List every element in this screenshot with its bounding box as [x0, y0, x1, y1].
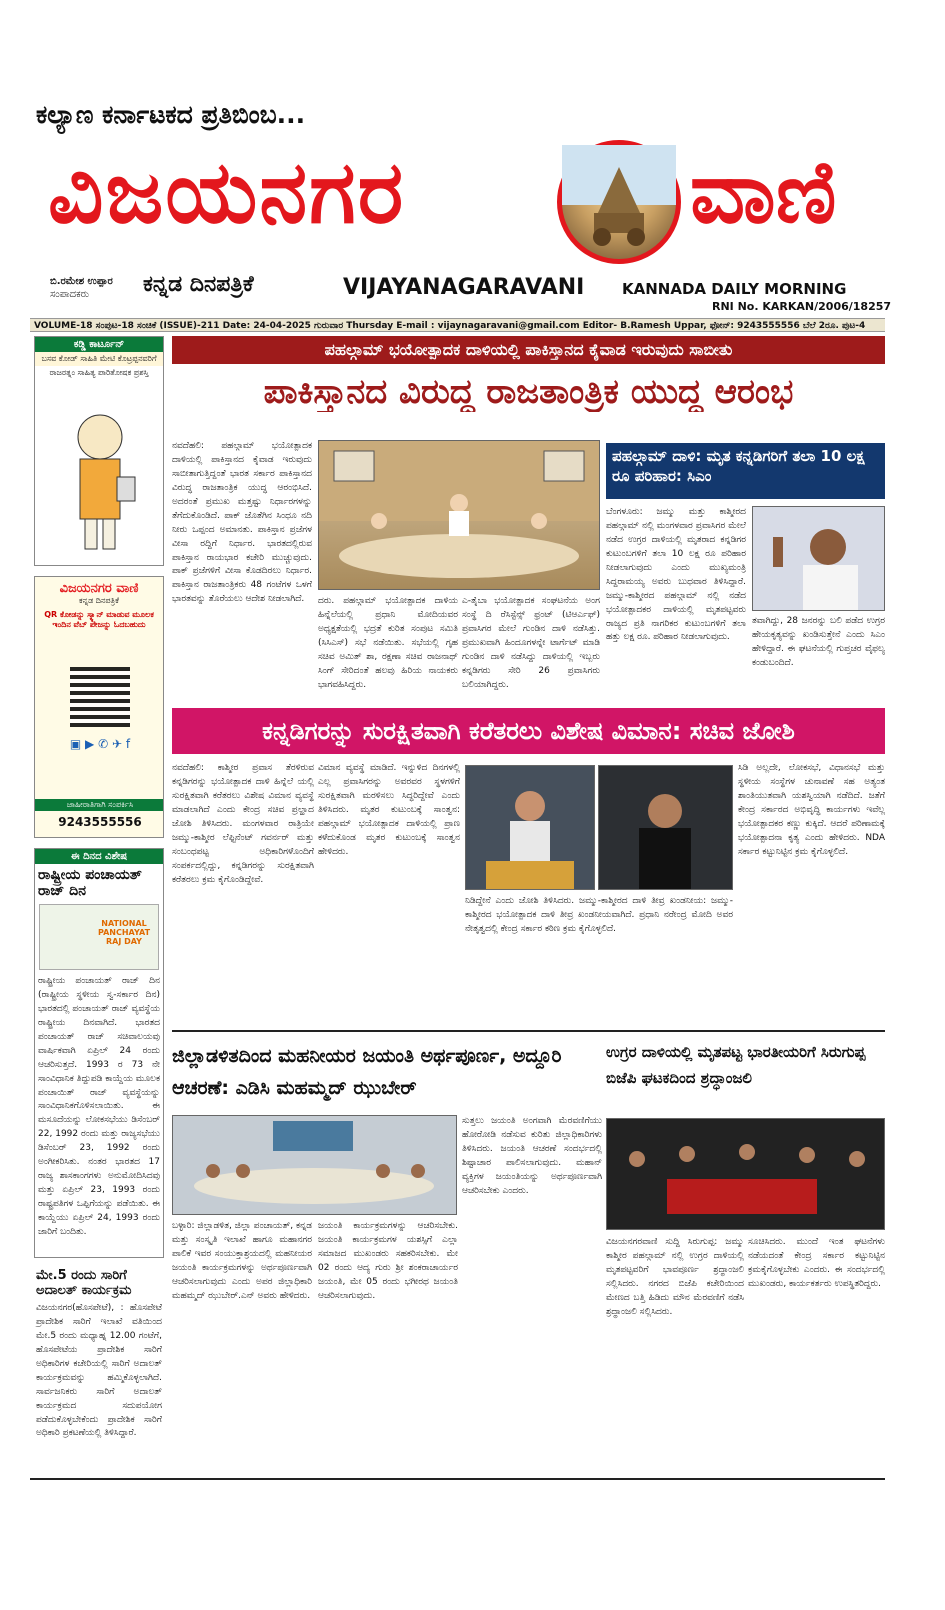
cm-compensation-headline: ಪಹಲ್ಗಾಮ್ ದಾಳಿ: ಮೃತ ಕನ್ನಡಿಗರಿಗೆ ತಲಾ 10 ಲಕ್ಷ ರೂ ಪರಿಹಾರ: ಸಿಎಂ: [606, 443, 885, 499]
day-special-title: ಈ ದಿನದ ವಿಶೇಷ: [35, 849, 163, 864]
editor-role: ಸಂಪಾದಕರು: [50, 289, 90, 300]
joshi-column-1: ನವದೆಹಲಿ: ಕಾಶ್ಮೀರ ಪ್ರವಾಸ ತೆರಳಿರುವ ಕನ್ನಡಿಗರನ್ನು ಭಯೋತ್ಪಾದಕ ದಾಳಿ ಹಿನ್ನೆಲೆ ಯಲ್ಲಿ ಸುರಕ್ಷಿತವಾಗಿ ಕರೆತರಲು ವಿಶೇಷ ವಿಮಾನ ವ್ಯವಸ್ಥೆ ಮಾಡಲಾಗಿದೆ ಎಂದು ಕೇಂದ್ರ ಸಚಿವ ಪ್ರಲ್ಹಾದ ಜೋಶಿ ತಿಳಿಸಿದರು. ಮಂಗಳವಾರ ರಾತ್ರಿಯೇ ಜಮ್ಮು-ಕಾಶ್ಮೀರ ಲೆಫ್ಟಿನೆಂಟ್ ಗವರ್ನರ್ ಮತ್ತು ಸಂಬಂಧಪಟ್ಟ ಅಧಿಕಾರಿಗಳೊಂದಿಗೆ ಸಂಪರ್ಕದಲ್ಲಿದ್ದು, ಕನ್ನಡಿಗರನ್ನು ಸುರಕ್ಷಿತವಾಗಿ ಕರೆತರಲು ಕ್ರಮ ಕೈಗೊಂಡಿದ್ದೇವೆ.: [172, 763, 314, 885]
lead-column-2: ದರು. ಪಹಲ್ಗಾಮ್ ಭಯೋತ್ಪಾದಕ ದಾಳಿಯ ಹಿನ್ನೆಲೆಯಲ್ಲಿ ಪ್ರಧಾನಿ ಮೋದಿಯವರ ಅಧ್ಯಕ್ಷತೆಯಲ್ಲಿ ಭದ್ರತೆ ಕುರಿತ ಸಂಪುಟ ಸಮಿತಿ (ಸಿಸಿಎಸ್) ಸಭೆ ನಡೆಯಿತು. ಸಭೆಯಲ್ಲಿ ಗೃಹ ಸಚಿವ ಅಮಿತ್ ಶಾ, ರಕ್ಷಣಾ ಸಚಿವ ರಾಜನಾಥ್ ಸಿಂಗ್ ಸೇರಿದಂತೆ ಹಲವು ಹಿರಿಯ ನಾಯಕರು ಭಾಗವಹಿಸಿದ್ದರು.: [318, 596, 458, 690]
rni-number: RNI No. KARKAN/2006/18257: [712, 300, 892, 313]
tagline: ಕಲ್ಯಾಣ ಕರ್ನಾಟಕದ ಪ್ರತಿಬಿಂಬ...: [36, 100, 306, 129]
joshi-column-4: ಸಿಡಿ ಅಲ್ಲದೇ, ಲೋಕಸಭೆ, ವಿಧಾನಸಭೆ ಮತ್ತು ಸ್ಥಳೀಯ ಸಂಸ್ಥೆಗಳ ಚುನಾವಣೆ ಸಹ ಅತ್ಯಂತ ಶಾಂತಿಯುತವಾಗಿ ಯಶಸ್ವಿಯಾಗಿ ನಡೆದಿದೆ. ಜತೆಗೆ ಕೇಂದ್ರ ಸರ್ಕಾರದ ಅಭಿವೃದ್ಧಿ ಕಾರ್ಯಗಳು ಇವೆಲ್ಲ ಭಯೋತ್ಪಾದಕರ ಕಣ್ಣು ಕುಕ್ಕಿದೆ. ಆದರೆ ಪರಿಣಾಮಕ್ಕೆ ಭಯೋತ್ಪಾದನಾ ಕೃತ್ಯ ಎಂದು ಹೇಳಿದರು. NDA ಸರ್ಕಾರ ಕಟ್ಟುನಿಟ್ಟಿನ ಕ್ರಮ ಕೈಗೊಳ್ಳಲಿದೆ.: [738, 763, 885, 857]
siruguppa-column-1: ವಿಜಯನಗರವಾಣಿ ಸುದ್ದಿ ಸಿರುಗುಪ್ಪ: ಜಮ್ಮು ಕಾಶ್ಮೀರ ಪಹಲ್ಗಾಮ್ ನಲ್ಲಿ ಉಗ್ರರ ದಾಳಿಯಲ್ಲಿ ಮೃತಪಟ್ಟವರಿಗೆ ಭಾವಪೂರ್ಣ ಶ್ರದ್ಧಾಂಜಲಿ ಸಲ್ಲಿಸಿದರು. ನಗರದ ಬಿಜೆಪಿ ಕಚೇರಿಯಿಂದ ಮೇಣದ ಬತ್ತಿ ಹಿಡಿದು ಮೌನ ಮೆರವಣಿಗೆ ನಡೆಸಿ ಶ್ರದ್ಧಾಂಜಲಿ ಸಲ್ಲಿಸಿದರು.: [606, 1237, 744, 1317]
social-icons: ▣ ▶ ✆ ✈ f: [69, 737, 131, 751]
transport-adalat-headline: ಮೇ.5 ರಂದು ಸಾರಿಗೆ ಅದಾಲತ್ ಕಾರ್ಯಕ್ರಮ: [36, 1268, 132, 1298]
panchayat-day-image-label: NATIONAL PANCHAYAT RAJ DAY: [97, 919, 151, 946]
cartoon-subcaption: ರಾಜರತ್ನಂ ಸಾಹಿತ್ಯ ಪಾರಿತೋಷಕ ಪ್ರಶಸ್ತಿ: [49, 368, 149, 377]
joshi-flight-headline: ಕನ್ನಡಿಗರನ್ನು ಸುರಕ್ಷಿತವಾಗಿ ಕರೆತರಲು ವಿಶೇಷ ವಿಮಾನ: ಸಚಿವ ಜೋಶಿ: [172, 708, 885, 754]
qr-code-icon[interactable]: [70, 667, 130, 727]
page-bottom-rule: [30, 1478, 885, 1480]
cartoon-caption: ಬಸವ ಕೋಡ್ ಸಾಹಿತಿ ಮೇಟಿ ಕೊಟ್ರಪ್ಪನವರಿಗೆ: [35, 352, 163, 366]
adc-meeting-photo: [172, 1115, 457, 1215]
day-special-body: ರಾಷ್ಟ್ರೀಯ ಪಂಚಾಯತ್ ರಾಜ್ ದಿನ (ರಾಷ್ಟ್ರೀಯ ಸ್ಥಳೀಯ ಸ್ವ-ಸರ್ಕಾರ ದಿನ) ಭಾರತದಲ್ಲಿ ಪಂಚಾಯತ್ ರಾಜ್ ವ್ಯವಸ್ಥೆಯ ರಾಷ್ಟ್ರೀಯ ದಿನವಾಗಿದೆ. ಭಾರತದ ಪಂಚಾಯತ್ ರಾಜ್ ಸಚಿವಾಲಯವು ವಾರ್ಷಿಕವಾಗಿ ಏಪ್ರಿಲ್ 24 ರಂದು ಆಚರಿಸುತ್ತದೆ. 1993 ರ 73 ನೇ ಸಾಂವಿಧಾನಿಕ ತಿದ್ದುಪಡಿ ಕಾಯ್ದೆಯ ಮೂಲಕ ಪಂಚಾಯಿತ್ ರಾಜ್ ವ್ಯವಸ್ಥೆಯನ್ನು ಸಾಂವಿಧಾನಿಕಗೊಳಿಸಲಾಯಿತು. ಈ ಮಸೂದೆಯನ್ನು ಲೋಕಸಭೆಯು ಡಿಸೆಂಬರ್ 22, 1992 ರಂದು ಮತ್ತು ರಾಜ್ಯಸಭೆಯು ಡಿಸೆಂಬರ್ 23, 1992 ರಂದು ಅಂಗೀಕರಿಸಿತು. ನಂತರ ಭಾರತದ 17 ರಾಜ್ಯ ಶಾಸಕಾಂಗಗಳು ಅನುಮೋದಿಸಿದವು ಮತ್ತು ಏಪ್ರಿಲ್ 23, 1993 ರಂದು ರಾಷ್ಟ್ರಪತಿಗಳ ಒಪ್ಪಿಗೆಯನ್ನು ಪಡೆಯಿತು. ಈ ಕಾಯ್ದೆಯು ಏಪ್ರಿಲ್ 24, 1993 ರಂದು ಜಾರಿಗೆ ಬಂದಿತು.: [38, 976, 160, 1237]
ad-description: QR ಕೋಡನ್ನು ಸ್ಕ್ಯಾನ್ ಮಾಡುವ ಮೂಲಕ ಇಂದಿನ ವೆಬ್ ಪೇಜನ್ನು ಓದಬಹುದು: [44, 610, 154, 629]
joshi-press-photo: [465, 765, 595, 890]
day-special-box: [34, 848, 164, 1258]
lead-column-1: ನವದೆಹಲಿ: ಪಹಲ್ಗಾಮ್ ಭಯೋತ್ಪಾದಕ ದಾಳಿಯಲ್ಲಿ ಪಾಕಿಸ್ತಾನದ ಕೈವಾಡ ಇರುವುದು ಸಾಬೀತಾಗುತ್ತಿದ್ದಂತೆ ಭಾರತ ಸರ್ಕಾರ ಪಾಕಿಸ್ತಾನದ ವಿರುದ್ಧ ರಾಜತಾಂತ್ರಿಕ ಯುದ್ಧ ಆರಂಭಿಸಿದೆ. ಅದರಂತೆ ಪ್ರಮುಖ ಮತ್ತಷ್ಟು ನಿರ್ಧಾರಗಳನ್ನು ತೆಗೆದುಕೊಂಡಿದೆ. ಪಾಕ್ ಜೊತೆಗಿನ ಸಿಂಧೂ ನದಿ ನೀರು ಒಪ್ಪಂದ ಅಮಾನತು. ಪಾಕಿಸ್ತಾನ ಪ್ರಜೆಗಳ ವೀಸಾ ರದ್ದಿಗೆ ನಿರ್ಧಾರ. ಭಾರತದಲ್ಲಿರುವ ಪಾಕಿಸ್ತಾನ ರಾಯಭಾರ ಕಚೇರಿ ಮುಚ್ಚುವುದು. ಪಾಕ್ ಪ್ರಜೆಗಳಿಗೆ ವೀಸಾ ಕೊಡದಿರಲು ನಿರ್ಧಾರ. ಪಾಕಿಸ್ತಾನ ರಾಜತಾಂತ್ರಿಕರು 48 ಗಂಟೆಗಳ ಒಳಗೆ ಭಾರತವನ್ನು ತೊರೆಯಲು ಆದೇಶ ನೀಡಲಾಗಿದೆ.: [172, 441, 312, 605]
lead-banner: ಪಹಲ್ಗಾಮ್ ಭಯೋತ್ಪಾದಕ ದಾಳಿಯಲ್ಲಿ ಪಾಕಿಸ್ತಾನದ ಕೈವಾಡ ಇರುವುದು ಸಾಬೀತು: [172, 336, 885, 364]
editor-credit: [50, 275, 113, 301]
cm-story-body-2: ತವಾಗಿದ್ದು, 28 ಜನರನ್ನು ಬಲಿ ಪಡೆದ ಉಗ್ರರ ಹೇಯಕೃತ್ಯವನ್ನು ಖಂಡಿಸುತ್ತೇನೆ ಎಂದು ಸಿಎಂ ಹೇಳಿದ್ದಾರೆ. ಈ ಘಟನೆಯಲ್ಲಿ ಗುಪ್ತಚರ ವೈಫಲ್ಯ ಕಂಡುಬಂದಿದೆ.: [752, 616, 885, 668]
cartoon-title: ಕಡ್ಡಿ ಕಾರ್ಟೂನ್: [35, 337, 163, 352]
cm-story-body-1: ಬೆಂಗಳೂರು: ಜಮ್ಮು ಮತ್ತು ಕಾಶ್ಮೀರದ ಪಹಲ್ಗಾಮ್ ನಲ್ಲಿ ಮಂಗಳವಾರ ಪ್ರವಾಸಿಗರ ಮೇಲೆ ನಡೆದ ಉಗ್ರರ ದಾಳಿಯಲ್ಲಿ ಮೃತರಾದ ಕನ್ನಡಿಗರ ಕುಟುಂಬಗಳಿಗೆ ತಲಾ 10 ಲಕ್ಷ ರೂ ಪರಿಹಾರ ನೀಡಲಾಗುವುದು ಎಂದು ಮುಖ್ಯಮಂತ್ರಿ ಸಿದ್ದರಾಮಯ್ಯ ಅವರು ಬುಧವಾರ ತಿಳಿಸಿದ್ದಾರೆ. ಜಮ್ಮು-ಕಾಶ್ಮೀರದ ಪಹಲ್ಗಾಮ್ ನಲ್ಲಿ ನಡೆದ ಭಯೋತ್ಪಾದಕರ ದಾಳಿಯಲ್ಲಿ ಮೃತಪಟ್ಟವರು ರಾಜ್ಯದ ಪ್ರತಿ ನಾಗರಿಕರ ಕುಟುಂಬಗಳಿಗೆ ತಲಾ ಹತ್ತು ಲಕ್ಷ ರೂ. ಪರಿಹಾರ ನೀಡಲಾಗುವುದು.: [606, 507, 746, 643]
ad-title: ವಿಜಯನಗರ ವಾಣಿ: [59, 581, 139, 596]
panchayat-day-image: [39, 904, 159, 970]
cabinet-meeting-photo: [318, 440, 600, 590]
ad-phone-label: ಜಾಹೀರಾತಿಗಾಗಿ ಸಂಪರ್ಕಿಸಿ: [35, 799, 164, 811]
cm-siddaramaiah-photo: [752, 506, 885, 611]
lead-column-3: ಎ-ತೈಬಾ ಭಯೋತ್ಪಾದಕ ಸಂಘಟನೆಯ ಅಂಗ ಸಂಸ್ಥೆ ದಿ ರೆಸಿಸ್ಟೆನ್ಸ್ ಫ್ರಂಟ್ (ಟಿಆರ್ಎಫ್) ಪ್ರವಾಸಿಗರ ಮೇಲೆ ಗುಂಡಿನ ದಾಳಿ ನಡೆಸಿತ್ತು. ಪ್ರಮುಖವಾಗಿ ಹಿಂದೂಗಳನ್ನೇ ಟಾರ್ಗೆಟ್ ಮಾಡಿ ಗುಂಡಿನ ದಾಳಿ ನಡೆಸಿದ್ದು ದಾಳಿಯಲ್ಲಿ ಇಬ್ಬರು ಕನ್ನಡಿಗರು ಸೇರಿ 26 ಪ್ರವಾಸಿಗರು ಬಲಿಯಾಗಿದ್ದರು.: [462, 596, 600, 690]
jayanti-column-1: ಬಳ್ಳಾರಿ: ಜಿಲ್ಲಾಡಳಿತ, ಜಿಲ್ಲಾ ಪಂಚಾಯತ್, ಕನ್ನಡ ಮತ್ತು ಸಂಸ್ಕೃತಿ ಇಲಾಖೆ ಹಾಗೂ ಮಹಾನಗರ ಪಾಲಿಕೆ ಇವರ ಸಂಯುಕ್ತಾಶ್ರಯದಲ್ಲಿ ಮಹನೀಯರ ಜಯಂತಿ ಕಾರ್ಯಕ್ರಮಗಳನ್ನು ಅರ್ಥಪೂರ್ಣವಾಗಿ ಆಚರಿಸಲಾಗುವುದು ಎಂದು ಅಪರ ಜಿಲ್ಲಾಧಿಕಾರಿ ಮಹಮ್ಮದ್ ಝುಬೇರ್.ಎನ್ ಅವರು ಹೇಳಿದರು.: [172, 1221, 312, 1301]
jayanti-column-2: ಜಯಂತಿ ಕಾರ್ಯಕ್ರಮಗಳನ್ನು ಆಚರಿಸಬೇಕು. ಜಯಂತಿ ಕಾರ್ಯಕ್ರಮಗಳ ಯಶಸ್ಸಿಗೆ ಎಲ್ಲಾ ಸಮಾಜದ ಮುಖಂಡರು ಸಹಕರಿಸಬೇಕು. ಮೇ 02 ರಂದು ಆದ್ಯ ಗುರು ಶ್ರೀ ಶಂಕರಾಚಾರ್ಯರ ಜಯಂತಿ, ಮೇ 05 ರಂದು ಭಗೀರಥ ಜಯಂತಿ ಆಚರಿಸಲಾಗುವುದು.: [318, 1221, 458, 1301]
day-special-heading: ರಾಷ್ಟ್ರೀಯ ಪಂಚಾಯತ್ ರಾಜ್ ದಿನ: [38, 867, 142, 899]
transport-adalat-story: [34, 1266, 164, 1476]
english-masthead: VIJAYANAGARAVANI: [343, 275, 585, 300]
siruguppa-headline: ಉಗ್ರರ ದಾಳಿಯಲ್ಲಿ ಮೃತಪಟ್ಟ ಭಾರತೀಯರಿಗೆ ಸಿರುಗುಪ್ಪ ಬಿಜೆಪಿ ಘಟಕದಿಂದ ಶ್ರದ್ಧಾಂಜಲಿ: [606, 1043, 866, 1087]
jayanti-headline: ಜಿಲ್ಲಾಡಳಿತದಿಂದ ಮಹನೀಯರ ಜಯಂತಿ ಅರ್ಥಪೂರ್ಣ, ಅದ್ದೂರಿ ಆಚರಣೆ: ಎಡಿಸಿ ಮಹಮ್ಮದ್ ಝುಬೇರ್: [172, 1045, 562, 1100]
minister-speaking-photo: [598, 765, 733, 890]
english-subtitle: KANNADA DAILY MORNING: [622, 280, 847, 298]
kannada-daily-label: ಕನ್ನಡ ದಿನಪತ್ರಿಕೆ: [143, 272, 254, 297]
transport-adalat-body: ವಿಜಯನಗರ(ಹೊಸಪೇಟೆ), : ಹೊಸಪೇಟೆ ಪ್ರಾದೇಶಿಕ ಸಾರಿಗೆ ಇಲಾಖೆ ವತಿಯಿಂದ ಮೇ.5 ರಂದು ಮಧ್ಯಾಹ್ನ 12.00 ಗಂಟೆಗೆ, ಹೊಸಪೇಟೆಯ ಪ್ರಾದೇಶಿಕ ಸಾರಿಗೆ ಅಧಿಕಾರಿಗಳ ಕಚೇರಿಯಲ್ಲಿ ಸಾರಿಗೆ ಅದಾಲತ್ ಕಾರ್ಯಕ್ರಮವನ್ನು ಹಮ್ಮಿಕೊಳ್ಳಲಾಗಿದೆ. ಸಾರ್ವಜನಿಕರು ಸಾರಿಗೆ ಅದಾಲತ್ ಕಾರ್ಯಕ್ರಮದ ಸದುಪಯೋಗ ಪಡೆದುಕೊಳ್ಳಬೇಕೆಂದು ಪ್ರಾದೇಶಿಕ ಸಾರಿಗೆ ಅಧಿಕಾರಿ ಪ್ರಕಟಣೆಯಲ್ಲಿ ತಿಳಿಸಿದ್ದಾರೆ.: [36, 1303, 162, 1439]
masthead-left: ವಿಜಯನಗರ: [48, 143, 406, 243]
left-sidebar: [34, 336, 164, 1476]
cartoon-box: [34, 336, 164, 566]
joshi-column-2: ವಿಮಾನ ವ್ಯವಸ್ಥೆ ಮಾಡಿದೆ. ಇನ್ನುಳಿದ ದಿನಗಳಲ್ಲಿ ಎಲ್ಲ ಪ್ರವಾಸಿಗರನ್ನು ಅವರವರ ಸ್ಥಳಗಳಿಗೆ ಸುರಕ್ಷಿತವಾಗಿ ಮರಳಿಸಲು ಸಿದ್ಧರಿದ್ದೇವೆ ಎಂದು ತಿಳಿಸಿದರು. ಮೃತರ ಕುಟುಂಬಕ್ಕೆ ಸಾಂತ್ವನ: ಪಹಲ್ಗಾಮ್ ಭಯೋತ್ಪಾದಕ ದಾಳಿಯಲ್ಲಿ ಪ್ರಾಣ ಕಳೆದುಕೊಂಡ ಮೃತರ ಕುಟುಂಬಕ್ಕೆ ಸಾಂತ್ವನ ಹೇಳಿದರು.: [318, 763, 460, 857]
joshi-column-3: ನಿಡಿದ್ದೇನೆ ಎಂದು ಜೋಶಿ ತಿಳಿಸಿದರು. ಜಮ್ಮು-ಕಾಶ್ಮೀರದ ದಾಳಿ ತೀವ್ರ ಖಂಡನೀಯ: ಜಮ್ಮು-ಕಾಶ್ಮೀರದ ಭಯೋತ್ಪಾದಕ ದಾಳಿ ತೀವ್ರ ಖಂಡನೀಯವಾಗಿದೆ. ಪ್ರಧಾನಿ ನರೇಂದ್ರ ಮೋದಿ ಅವರ ನೇತೃತ್ವದಲ್ಲಿ ಕೇಂದ್ರ ಸರ್ಕಾರ ಕಠಿಣ ಕ್ರಮ ಕೈಗೊಳ್ಳಲಿದೆ.: [465, 896, 733, 934]
lead-headline: ಪಾಕಿಸ್ತಾನದ ವಿರುದ್ಧ ರಾಜತಾಂತ್ರಿಕ ಯುದ್ಧ ಆರಂಭ: [263, 372, 794, 412]
issue-info-bar: VOLUME-18 ಸಂಪುಟ-18 ಸಂಚಿಕೆ (ISSUE)-211 Date: 24-04-2025 ಗುರುವಾರ Thursday E-mail : vijaynagaravani@gmail.com Editor- B.Ramesh Uppar, ಫೋನ್: 9243555556 ಬೆಲೆ 2ರೂ. ಪುಟ-4: [30, 318, 885, 332]
editor-name: ಬಿ.ರಮೇಶ ಉಪ್ಪಾರ: [50, 276, 113, 287]
ad-subtitle: ಕನ್ನಡ ದಿನಪತ್ರಿಕೆ: [78, 596, 119, 605]
qr-ad-box: [34, 576, 164, 838]
hampi-chariot-logo-icon: [557, 140, 681, 264]
siruguppa-column-2: ಸೂಚಿಸಿದರು. ಮುಂದೆ ಇಂತ ಘಟನೆಗಳು ನಡೆಯದಂತೆ ಕೇಂದ್ರ ಸರ್ಕಾರ ಕಟ್ಟುನಿಟ್ಟಿನ ಕ್ರಮಕೈಗೊಳ್ಳಬೇಕು ಎಂದರು. ಈ ಸಂದರ್ಭದಲ್ಲಿ ಮುಖಂಡರು, ಕಾರ್ಯಕರ್ತರು ಉಪಸ್ಥಿತರಿದ್ದರು.: [748, 1237, 885, 1289]
ad-phone: 9243555556: [58, 815, 142, 829]
masthead-right: ವಾಣಿ: [690, 143, 837, 243]
cartoon-figure-icon: [55, 407, 145, 561]
section-divider: [172, 1030, 885, 1032]
jayanti-column-3: ಸುತ್ತಲು ಜಯಂತಿ ಅಂಗವಾಗಿ ಮೆರವಣಿಗೆಯು ಹೋರೋಡಿ ನಡೆಸುವ ಕುರಿತು ಜಿಲ್ಲಾಧಿಕಾರಿಗಳು ತಿಳಿಸಿದರು. ಜಯಂತಿ ಆಚರಣೆ ಸಂದರ್ಭದಲ್ಲಿ ಶಿಷ್ಟಾಚಾರ ಪಾಲಿಸಲಾಗುವುದು. ಮಹಾನ್ ವ್ಯಕ್ತಿಗಳ ಜಯಂತಿಯನ್ನು ಅರ್ಥಪೂರ್ಣವಾಗಿ ಆಚರಿಸಬೇಕು ಎಂದರು.: [462, 1116, 602, 1196]
candle-march-photo: [606, 1118, 885, 1230]
